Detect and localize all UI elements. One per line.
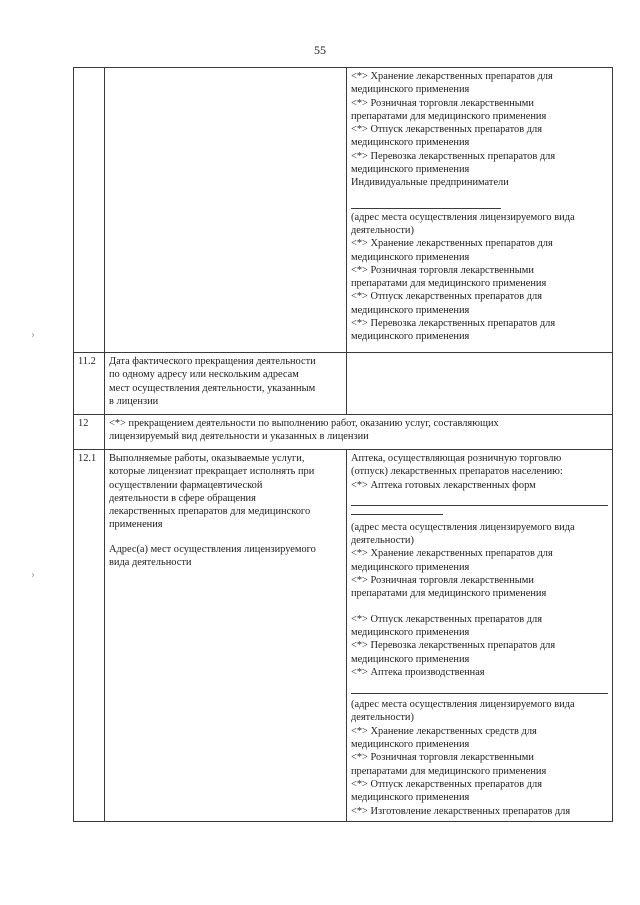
text-line: препаратами для медицинского применения: [351, 110, 547, 122]
section-heading-cell: [105, 415, 613, 450]
text-line: деятельности): [351, 712, 414, 724]
text-line: <*> Розничная торговля лекарственными: [351, 264, 534, 276]
text-line: <*> Аптека производственная: [351, 666, 485, 678]
text-line: деятельности): [351, 535, 414, 547]
field-value-cell: [347, 68, 613, 353]
text-block: [351, 698, 608, 818]
text-line: <*> Хранение лекарственных средств для: [351, 725, 537, 737]
text-line: <*> Перевозка лекарственных препаратов для: [351, 150, 556, 162]
row-number-cell: 11.2: [74, 353, 105, 415]
text-line: Выполняемые работы, оказываемые услуги,: [109, 453, 305, 464]
field-value-cell: [347, 353, 613, 415]
text-line: <*> Хранение лекарственных препаратов для: [351, 548, 553, 560]
spacer: [351, 601, 608, 613]
text-line: в лицензии: [109, 395, 159, 407]
text-block: [351, 613, 608, 679]
field-label-cell: [105, 450, 347, 822]
text-line: медицинского применения: [351, 739, 470, 751]
text-line: Дата фактического прекращения деятельности: [109, 356, 316, 367]
blank-line: [351, 505, 608, 506]
spacer: [109, 532, 342, 543]
field-label-cell: [105, 68, 347, 353]
text-line: (адрес места осуществления лицензируемого вида: [351, 211, 575, 223]
text-line: по одному адресу или нескольким адресам: [109, 369, 299, 381]
table-row: [74, 68, 613, 353]
text-line: препаратами для медицинского применения: [351, 588, 547, 600]
text-line: вида деятельности: [109, 557, 192, 569]
page-number: 55: [314, 43, 326, 57]
text-line: (отпуск) лекарственных препаратов населению:: [351, 466, 563, 478]
text-line: мест осуществления деятельности, указанным: [109, 382, 316, 394]
text-line: Индивидуальные предприниматели: [351, 177, 509, 189]
text-line: лицензируемый вид деятельности и указанных в лицензии: [109, 431, 369, 443]
text-line: (адрес места осуществления лицензируемого вида: [351, 699, 575, 711]
text-block: [109, 543, 342, 570]
table-row: [74, 353, 613, 415]
text-line: деятельности в сфере обращения: [109, 492, 256, 504]
row-number-cell: 12: [74, 415, 105, 450]
text-line: <*> Хранение лекарственных препаратов для: [351, 71, 553, 82]
text-line: медицинского применения: [351, 137, 470, 149]
text-line: <*> Аптека готовых лекарственных форм: [351, 479, 536, 491]
text-line: осуществлении фармацевтической: [109, 479, 263, 491]
blank-line: [351, 693, 608, 694]
text-line: медицинского применения: [351, 164, 470, 176]
text-line: <*> Розничная торговля лекарственными: [351, 97, 534, 109]
text-line: <*> Отпуск лекарственных препаратов для: [351, 124, 543, 136]
text-line: <*> Розничная торговля лекарственными: [351, 575, 534, 587]
text-line: медицинского применения: [351, 653, 470, 665]
text-block: [351, 211, 608, 344]
field-value-cell: [347, 450, 613, 822]
text-line: медицинского применения: [351, 626, 470, 638]
text-line: препаратами для медицинского применения: [351, 765, 547, 777]
text-line: <*> прекращением деятельности по выполнению работ, оказанию услуг, составляющих: [109, 418, 499, 429]
text-block: [109, 452, 342, 532]
table-row: [74, 450, 613, 822]
row-number-cell: 12.1: [74, 450, 105, 822]
text-line: <*> Изготовление лекарственных препаратов для: [351, 805, 571, 817]
text-line: (адрес места осуществления лицензируемого вида: [351, 521, 575, 533]
margin-mark: ›: [31, 570, 35, 581]
text-line: деятельности): [351, 224, 414, 236]
field-label-cell: [105, 353, 347, 415]
text-line: медицинского применения: [351, 561, 470, 573]
form-table: [73, 67, 613, 822]
text-block: [351, 452, 608, 492]
text-line: <*> Отпуск лекарственных препаратов для: [351, 778, 543, 790]
blank-line: [351, 208, 501, 209]
text-line: которые лицензиат прекращает исполнять при: [109, 466, 315, 478]
row-number-cell: [74, 68, 105, 353]
text-line: препаратами для медицинского применения: [351, 278, 547, 290]
text-line: <*> Розничная торговля лекарственными: [351, 752, 534, 764]
text-line: <*> Хранение лекарственных препаратов для: [351, 238, 553, 250]
text-line: лекарственных препаратов для медицинского: [109, 506, 311, 518]
text-line: медицинского применения: [351, 304, 470, 316]
text-line: Адрес(а) мест осуществления лицензируемого: [109, 543, 316, 555]
text-line: медицинского применения: [351, 331, 470, 343]
blank-line: [351, 514, 443, 515]
text-line: медицинского применения: [351, 84, 470, 96]
text-line: <*> Отпуск лекарственных препаратов для: [351, 613, 543, 625]
text-line: <*> Перевозка лекарственных препаратов для: [351, 640, 556, 652]
text-line: медицинского применения: [351, 251, 470, 263]
margin-mark: ›: [31, 330, 35, 341]
text-line: применения: [109, 519, 163, 531]
text-line: <*> Отпуск лекарственных препаратов для: [351, 291, 543, 303]
table-row: [74, 415, 613, 450]
text-line: медицинского применения: [351, 792, 470, 804]
text-line: <*> Перевозка лекарственных препаратов для: [351, 318, 556, 330]
text-line: Аптека, осуществляющая розничную торговлю: [351, 453, 562, 464]
text-block: [351, 521, 608, 601]
text-block: [351, 70, 608, 190]
